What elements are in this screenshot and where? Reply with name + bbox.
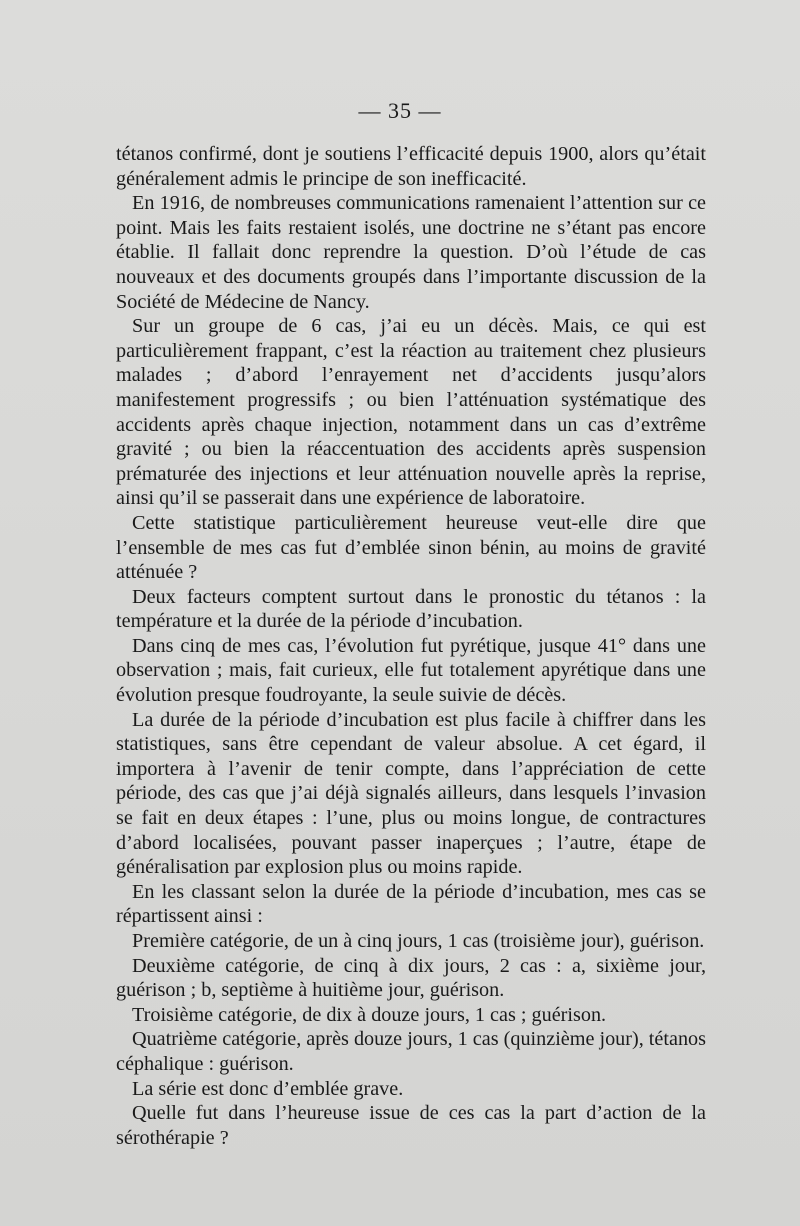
- paragraph: Deux facteurs comptent surtout dans le pronostic du tétanos : la température et la durée de la période d’incubation.: [116, 585, 706, 633]
- body-text: [116, 142, 706, 1150]
- paragraph: La durée de la période d’incubation est plus facile à chiffrer dans les statistiques, sans être cependant de valeur absolue. A cet égard, il importera à l’avenir de tenir compte, dans l’appréciation de cette période, des cas que j’ai déjà signalés ailleurs, dans lesquels l’invasion se fait en deux étapes : l’une, plus ou moins longue, de contractures d’abord localisées, pouvant passer inaperçues ; l’autre, étape de généralisation par explosion plus ou moins rapide.: [116, 708, 706, 879]
- paragraph: La série est donc d’emblée grave.: [132, 1077, 404, 1100]
- paragraph: Première catégorie, de un à cinq jours, 1 cas (troisième jour), guérison.: [132, 930, 705, 952]
- paragraph: Cette statistique particulièrement heureuse veut-elle dire que l’ensemble de mes cas fut d’emblée sinon bénin, au moins de gravité atténuée ?: [116, 511, 706, 584]
- paragraph: Quatrième catégorie, après douze jours, 1 cas (quinzième jour), tétanos céphalique : guérison.: [116, 1028, 706, 1075]
- paragraph: Quelle fut dans l’heureuse issue de ces cas la part d’action de la sérothérapie ?: [116, 1102, 706, 1149]
- paragraph: Troisième catégorie, de dix à douze jours, 1 cas ; guérison.: [132, 1003, 607, 1026]
- page-number: — 35 —: [358, 98, 442, 123]
- paragraph: Sur un groupe de 6 cas, j’ai eu un décès. Mais, ce qui est particulièrement frappant, c’est la réaction au traitement chez plusieurs malades ; d’abord l’enrayement net d’accidents jusqu’alors manifestement progressifs ; ou bien l’atténuation systématique des accidents après chaque injection, notamment dans un cas d’extrême gravité ; ou bien la réaccentuation des accidents après suspension prématurée des injections et leur atténuation nouvelle après la reprise, ainsi qu’il se passerait dans une expérience de laboratoire.: [116, 315, 706, 510]
- paragraph: En 1916, de nombreuses communications ramenaient l’attention sur ce point. Mais les faits restaient isolés, une doctrine ne s’étant pas encore établie. Il fallait donc reprendre la question. D’où l’étude de cas nouveaux et des documents groupés dans l’importante discussion de la Société de Médecine de Nancy.: [116, 192, 706, 313]
- paragraph: En les classant selon la durée de la période d’incubation, mes cas se répartissent ainsi :: [116, 880, 706, 928]
- paragraph: Dans cinq de mes cas, l’évolution fut pyrétique, jusque 41° dans une observation ; mais, fait curieux, elle fut totalement apyrétique dans une évolution presque foudroyante, la seule suivie de décès.: [116, 634, 706, 707]
- paragraph: Deuxième catégorie, de cinq à dix jours, 2 cas : a, sixième jour, guérison ; b, septième à huitième jour, guérison.: [116, 954, 706, 1002]
- paragraph: tétanos confirmé, dont je soutiens l’efficacité depuis 1900, alors qu’était généralement admis le principe de son inefficacité.: [116, 143, 706, 190]
